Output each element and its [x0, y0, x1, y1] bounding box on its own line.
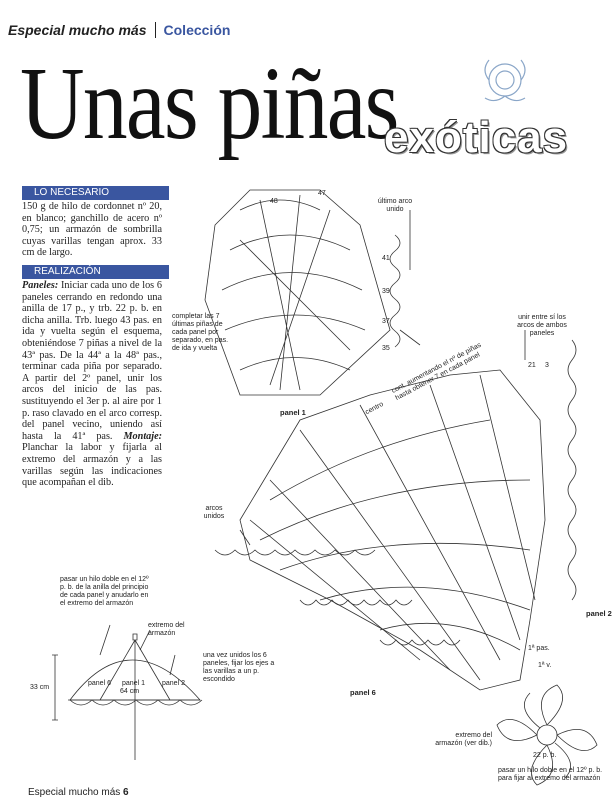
row-number: 39	[382, 288, 390, 295]
needs-text: 150 g de hilo de cordonnet nº 20, en blanco; ganchillo de acero nº 0,75; un armazón de sombrilla cuyas varillas tengan aprox. 33 cm de largo.	[22, 201, 162, 259]
footer-text: Especial mucho más	[28, 787, 121, 798]
label-completar: completar las 7 últimas piñas de cada panel por separado, en pas. de ida y vuelta	[172, 313, 229, 352]
label-panel-1: panel 1	[280, 408, 306, 417]
label-primera-pas: 1ª pas.	[528, 645, 550, 652]
label-unir-entre: unir entre sí los arcos de ambos paneles	[517, 314, 567, 337]
umbrella-panel: panel 2	[162, 680, 185, 687]
montaje-label: Montaje:	[123, 430, 162, 442]
umbrella-height: 33 cm	[30, 684, 50, 691]
label-22pb: 22 p. b.	[533, 752, 557, 759]
label-ultimo-arco: último arco unido	[377, 198, 413, 213]
umbrella-pasar-top: pasar un hilo doble en el 12º p. b. de la anilla del principio de cada panel y anudarlo en el extremo del armazón	[60, 576, 149, 607]
row-number: 21	[528, 362, 536, 369]
row-number: 41	[382, 255, 390, 262]
needs-heading: LO NECESARIO	[22, 186, 169, 200]
label-centro: centro	[364, 400, 385, 417]
label-pasar-bottom: pasar un hilo doble en el 12º p. b. para fijar al extremo del armazón	[498, 767, 603, 782]
label-panel-6: panel 6	[350, 688, 376, 697]
row-number: 3	[545, 362, 549, 369]
label-primera-v: 1ª v.	[538, 662, 552, 669]
row-number: 37	[382, 318, 390, 325]
row-number: 47	[318, 190, 326, 197]
umbrella-una-vez: una vez unidos los 6 paneles, fijar los ejes a las varillas a un p. escondido	[203, 652, 275, 683]
umbrella-width: 64 cm	[120, 688, 140, 695]
umbrella-panel: panel 6	[88, 680, 111, 687]
label-panel-2: panel 2	[586, 609, 612, 618]
page-footer	[28, 787, 129, 798]
row-number: 35	[382, 345, 390, 352]
label-arcos-unidos: arcos unidos	[203, 505, 225, 520]
umbrella-extremo: extremo del armazón	[148, 622, 185, 637]
page-subtitle: exóticas	[384, 113, 569, 162]
realization-heading: REALIZACIÓN	[22, 265, 169, 279]
paneles-text: Iniciar cada uno de los 6 paneles cerrando en redondo una anilla de 17 p., y trb. 22 p. b. en dicha anilla. Trb. luego 43 pas. en ida y vuelta según el esquema, obteniéndose 7 piñas a nivel de la 43ª pas. De la 44ª a la 48ª pas., terminar cada piña por separado. A partir del 2º panel, unir los arcos del inicio de las pas. sustituyendo el 3er p. al aire por 1 p. raso clavado en el arco corresp. del panel vecino, uniendo así hasta la 41ª pas.	[22, 280, 163, 442]
label-cont: cont. aumentando el nº de piñas hasta obtener 7 en cada panel	[390, 341, 483, 403]
row-number: 48	[270, 198, 278, 205]
page-title: Unas piñas	[20, 46, 398, 161]
paneles-label: Paneles:	[22, 280, 59, 291]
page-number: 6	[123, 787, 129, 798]
collection-name: Colección	[163, 22, 231, 38]
umbrella-panel: panel 1	[122, 680, 145, 687]
montaje-text: Planchar la labor y fijarla al extremo del armazón y a las varillas según las indicaciones que acompañan el dib.	[22, 442, 162, 489]
section-name: Especial mucho más	[8, 22, 147, 38]
label-extremo-dib: extremo del armazón (ver dib.)	[435, 732, 492, 747]
